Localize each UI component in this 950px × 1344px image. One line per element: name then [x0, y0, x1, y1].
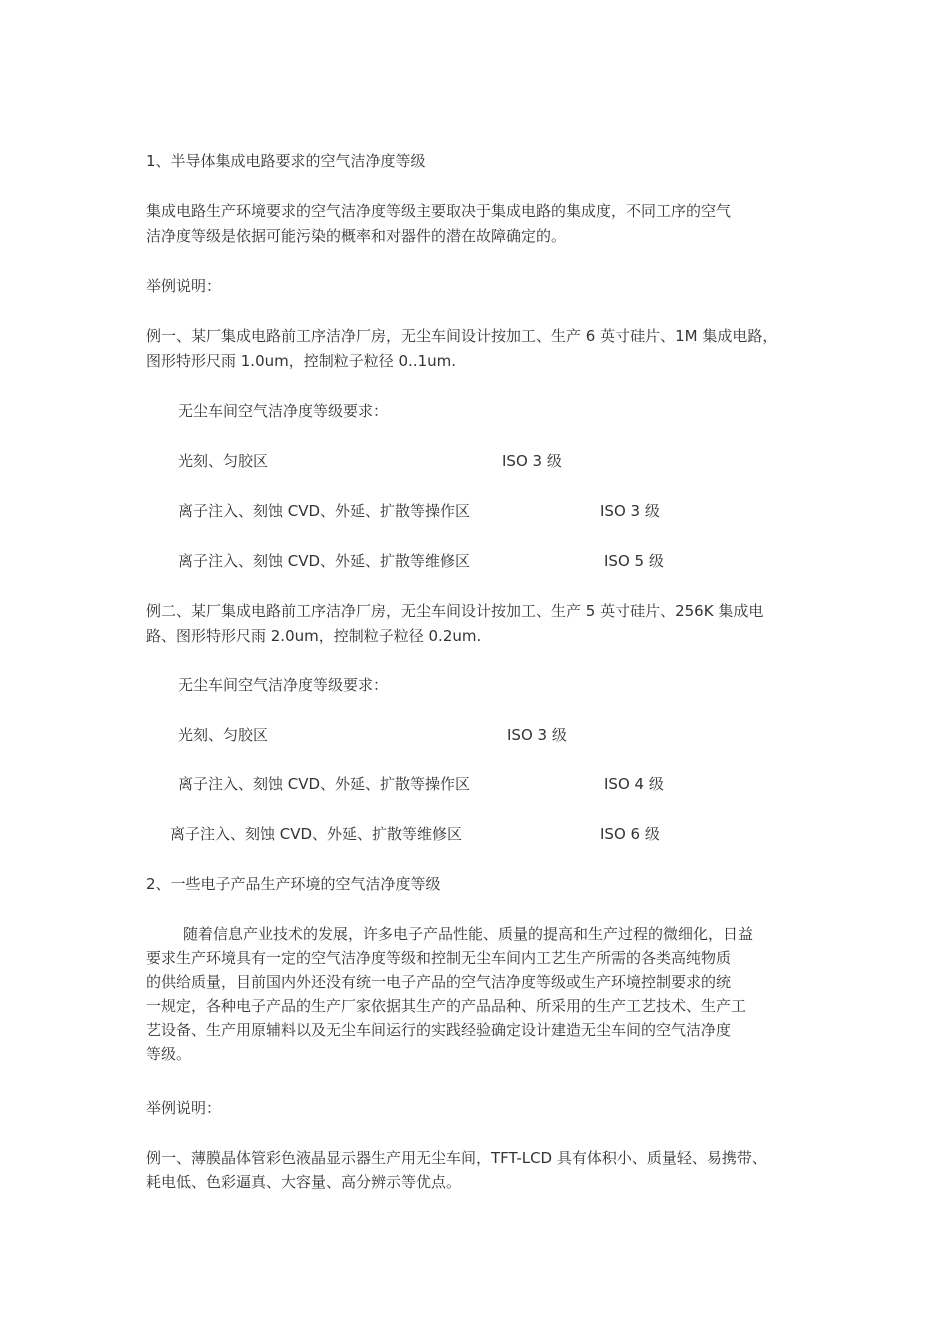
section1-heading: 1、半导体集成电路要求的空气洁净度等级 [146, 152, 426, 170]
example1-line1: 例一、某厂集成电路前工序洁净厂房，无尘车间设计按加工、生产 6 英寸硅片、1M 集成电路， [146, 327, 778, 345]
example1-row-grade: ISO 3 级 [502, 452, 562, 470]
section2-example-label: 举例说明： [146, 1099, 222, 1117]
example2-line1: 例二、某厂集成电路前工序洁净厂房，无尘车间设计按加工、生产 5 英寸硅片、256K 集成电 [146, 602, 764, 620]
example1-row-area: 离子注入、刻蚀 CVD、外延、扩散等操作区 [178, 502, 471, 520]
example1-row-grade: ISO 3 级 [600, 502, 660, 520]
section2-para-line: 要求生产环境具有一定的空气洁净度等级和控制无尘车间内工艺生产所需的各类高纯物质 [146, 949, 732, 967]
example2-row-area: 离子注入、刻蚀 CVD、外延、扩散等维修区 [170, 825, 463, 843]
example2-row-grade: ISO 4 级 [604, 775, 664, 793]
section2-para-line: 的供给质量，目前国内外还没有统一电子产品的空气洁净度等级或生产环境控制要求的统 [146, 973, 732, 991]
section2-para-line: 等级。 [146, 1045, 192, 1063]
section2-heading: 2、一些电子产品生产环境的空气洁净度等级 [146, 875, 441, 893]
section1-intro-line1: 集成电路生产环境要求的空气洁净度等级主要取决于集成电路的集成度，不同工序的空气 [146, 202, 732, 220]
example1-req-title: 无尘车间空气洁净度等级要求： [178, 402, 389, 420]
section1-intro-line2: 洁净度等级是依据可能污染的概率和对器件的潜在故障确定的。 [146, 227, 567, 245]
example2-line2: 路、图形特形尺雨 2.0um，控制粒子粒径 0.2um. [146, 627, 482, 645]
section2-para-line: 艺设备、生产用原辅料以及无尘车间运行的实践经验确定设计建造无尘车间的空气洁净度 [146, 1021, 732, 1039]
example2-row-grade: ISO 6 级 [600, 825, 660, 843]
example1-row-area: 光刻、匀胶区 [178, 452, 269, 470]
section2-example1-line2: 耗电低、色彩逼真、大容量、高分辨示等优点。 [146, 1173, 462, 1191]
section2-para-line: 一规定，各种电子产品的生产厂家依据其生产的产品品种、所采用的生产工艺技术、生产工 [146, 997, 747, 1015]
section2-para-line: 随着信息产业技术的发展，许多电子产品性能、质量的提高和生产过程的微细化，日益 [183, 925, 754, 943]
example1-row-grade: ISO 5 级 [604, 552, 664, 570]
example2-row-area: 离子注入、刻蚀 CVD、外延、扩散等操作区 [178, 775, 471, 793]
example2-row-area: 光刻、匀胶区 [178, 726, 269, 744]
section2-example1-line1: 例一、薄膜晶体管彩色液晶显示器生产用无尘车间，TFT-LCD 具有体积小、质量轻、易携带、 [146, 1149, 767, 1167]
section1-example-label: 举例说明： [146, 277, 222, 295]
example1-row-area: 离子注入、刻蚀 CVD、外延、扩散等维修区 [178, 552, 471, 570]
example2-row-grade: ISO 3 级 [507, 726, 567, 744]
example1-line2: 图形特形尺雨 1.0um，控制粒子粒径 0..1um. [146, 352, 457, 370]
example2-req-title: 无尘车间空气洁净度等级要求： [178, 676, 389, 694]
